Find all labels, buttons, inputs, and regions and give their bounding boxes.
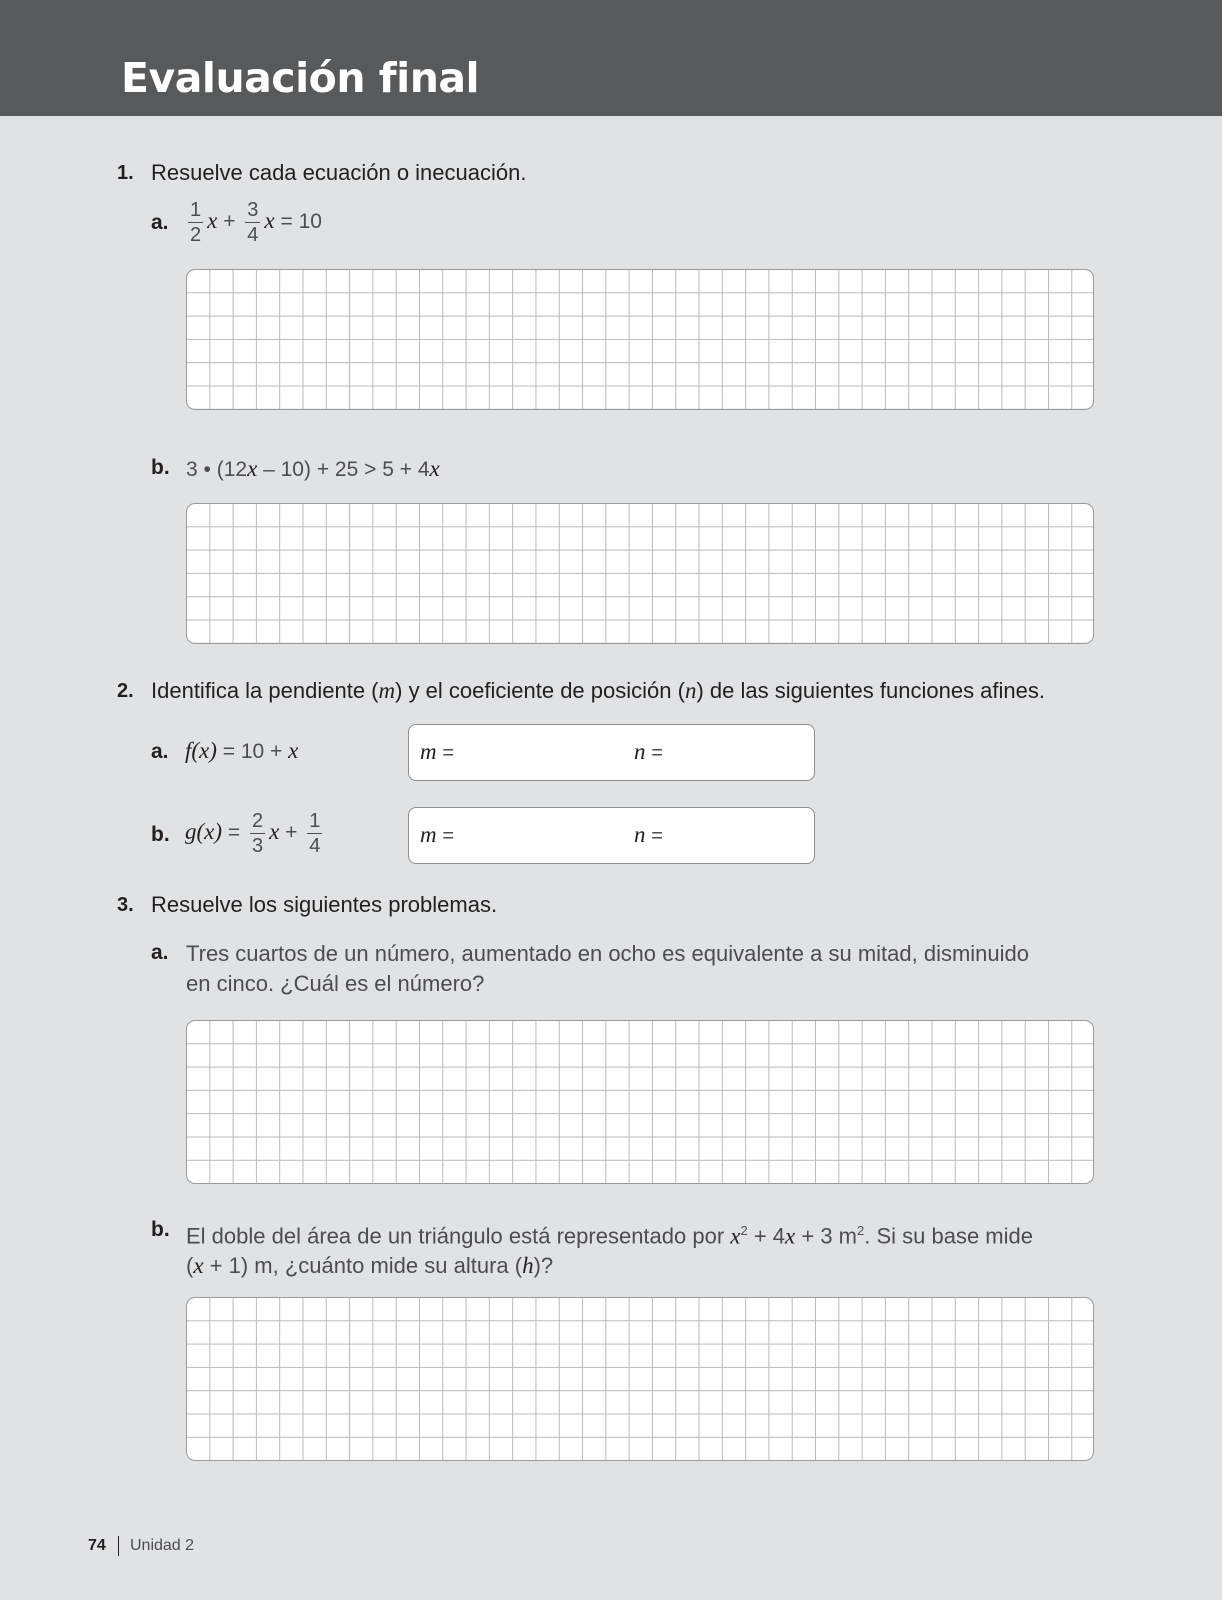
answer-box-2a[interactable]	[408, 724, 815, 781]
question-1b-inequation: 3 • (12x – 10) + 25 > 5 + 4x	[186, 456, 440, 481]
question-1b-label: b.	[151, 456, 170, 479]
question-2a-label: a.	[151, 740, 169, 763]
answer-grid-1b[interactable]	[186, 503, 1094, 644]
answer-grid-3b[interactable]	[186, 1297, 1094, 1461]
question-3-number: 3.	[117, 894, 134, 916]
question-3a-label: a.	[151, 941, 169, 964]
question-3b-text: El doble del área de un triángulo está representado por $x^2 + 4x + 3$ $m^2$. Si su base mide (x + 1) m, ¿cuánto mide su altura (h)?	[186, 1223, 1033, 1279]
fraction-two-thirds: $\frac{2}{3}$	[251, 810, 264, 857]
answer-grid-1a[interactable]	[186, 269, 1094, 410]
question-1a-equation: $\frac{1}{2}$ x + $\frac{3}{4}$ x = 10	[190, 199, 322, 246]
question-2b-function: g(x) = $\frac{2}{3}$ x + $\frac{1}{4}$	[185, 810, 321, 857]
question-3a-text: Tres cuartos de un número, aumentado en ocho es equivalente a su mitad, disminuido en cinco. ¿Cuál es el número?	[186, 941, 1030, 996]
slope-field-2a[interactable]: m =	[420, 739, 455, 764]
question-2b-label: b.	[151, 823, 170, 846]
answer-grid-3a[interactable]	[186, 1020, 1094, 1184]
question-2-prompt: Identifica la pendiente (m) y el coeficiente de posición (n) de las siguientes funciones afines.	[151, 678, 1045, 703]
fraction-three-quarters: $\frac{3}{4}$	[247, 199, 259, 246]
page-title: Evaluación final	[121, 54, 480, 102]
intercept-field-2b[interactable]: n =	[634, 822, 663, 847]
footer-divider	[118, 1536, 119, 1556]
question-3b-label: b.	[151, 1218, 170, 1241]
fraction-one-half: $\frac{1}{2}$	[190, 199, 202, 246]
question-2-number: 2.	[117, 680, 134, 702]
answer-box-2b[interactable]	[408, 807, 815, 864]
fraction-one-quarter: $\frac{1}{4}$	[309, 810, 321, 857]
question-1a-label: a.	[151, 211, 169, 234]
question-1-number: 1.	[117, 162, 134, 184]
question-2a-function: f(x) = 10 + x	[185, 738, 299, 763]
question-3-prompt: Resuelve los siguientes problemas.	[151, 892, 498, 917]
intercept-field-2a[interactable]: n =	[634, 739, 663, 764]
unit-label: Unidad 2	[130, 1537, 195, 1554]
question-1-prompt: Resuelve cada ecuación o inecuación.	[151, 160, 527, 185]
page-number: 74	[88, 1537, 106, 1554]
slope-field-2b[interactable]: m =	[420, 822, 455, 847]
